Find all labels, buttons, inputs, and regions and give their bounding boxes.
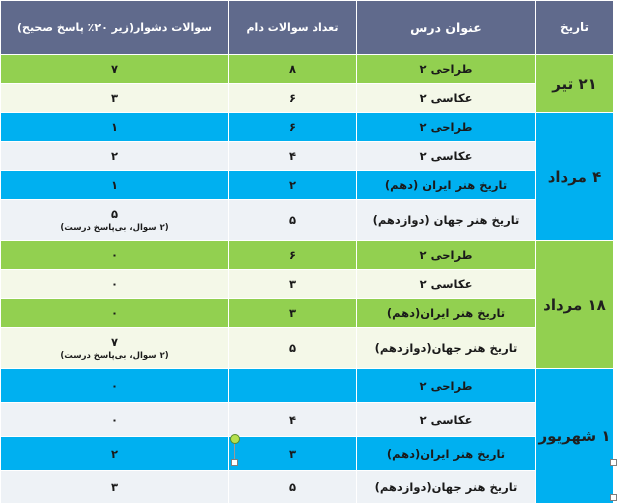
trap-count-cell[interactable] <box>229 200 357 241</box>
course-cell[interactable] <box>357 471 536 504</box>
resize-handle-right-middle[interactable] <box>610 459 617 466</box>
trap-count-cell-value: ۳ <box>288 277 297 291</box>
hard-count-cell[interactable] <box>1 403 229 437</box>
course-cell-value: تاریخ هنر ایران(دهم) <box>386 306 506 320</box>
trap-count-cell[interactable] <box>229 55 357 84</box>
course-cell-value: عکاسی ۲ <box>419 149 473 163</box>
hard-count-cell[interactable] <box>1 369 229 403</box>
course-cell[interactable] <box>357 270 536 299</box>
trap-count-cell-value: ۵ <box>288 480 297 494</box>
trap-count-cell[interactable] <box>229 241 357 270</box>
hard-count-cell[interactable] <box>1 171 229 200</box>
hard-count-note: (۲ سوال، بی‌پاسخ درست) <box>60 222 169 233</box>
trap-count-cell-value: ۸ <box>288 62 297 76</box>
course-cell-value: تاریخ هنر جهان(دوازدهم) <box>374 480 518 494</box>
course-cell-value: تاریخ هنر جهان (دوازدهم) <box>372 213 520 227</box>
table-row <box>1 299 614 328</box>
trap-count-cell-value: ۳ <box>288 306 297 320</box>
date-cell[interactable]: ۲۱ تیر <box>536 55 614 113</box>
trap-count-cell[interactable] <box>229 84 357 113</box>
hard-count-cell-value: ۷ <box>110 62 119 76</box>
trap-count-cell[interactable] <box>229 142 357 171</box>
course-cell[interactable] <box>357 369 536 403</box>
table-row <box>1 241 614 270</box>
course-cell[interactable] <box>357 171 536 200</box>
course-cell-value: عکاسی ۲ <box>419 91 473 105</box>
course-cell-value: تاریخ هنر جهان(دوازدهم) <box>374 341 518 355</box>
hard-count-cell[interactable] <box>1 299 229 328</box>
table-row <box>1 403 614 437</box>
header-hard-questions[interactable]: سوالات دشوار(زیر ۲۰٪ پاسخ صحیح) <box>1 1 229 55</box>
course-cell-value: عکاسی ۲ <box>419 412 473 427</box>
course-cell-value: طراحی ۲ <box>419 120 473 134</box>
hard-count-cell-value: ۰ <box>110 277 119 291</box>
selection-guide-line <box>234 442 235 460</box>
course-cell[interactable] <box>357 241 536 270</box>
table-row <box>1 369 614 403</box>
date-cell[interactable]: ۱۸ مرداد <box>536 241 614 369</box>
trap-count-cell[interactable] <box>229 437 357 471</box>
trap-count-cell[interactable] <box>229 171 357 200</box>
course-cell-value: طراحی ۲ <box>419 378 473 393</box>
table-body <box>1 55 614 504</box>
hard-count-cell[interactable] <box>1 55 229 84</box>
course-cell[interactable] <box>357 403 536 437</box>
header-trap-questions[interactable]: تعداد سوالات دام <box>229 1 357 55</box>
hard-count-cell-value: ۰ <box>110 412 119 427</box>
hard-count-cell[interactable] <box>1 471 229 504</box>
table-row <box>1 113 614 142</box>
header-row <box>1 1 614 55</box>
hard-count-cell-value: ۲ <box>110 149 119 163</box>
course-cell[interactable] <box>357 142 536 171</box>
hard-count-cell[interactable] <box>1 241 229 270</box>
course-cell-value: عکاسی ۲ <box>419 277 473 291</box>
trap-count-cell-value: ۲ <box>288 178 297 192</box>
hard-count-cell-value: ۰ <box>110 306 119 320</box>
table-row <box>1 270 614 299</box>
table-row <box>1 328 614 369</box>
hard-count-cell-value: ۱ <box>110 120 119 134</box>
hard-count-cell[interactable] <box>1 84 229 113</box>
hard-count-cell-value: ۳ <box>110 480 119 494</box>
course-cell[interactable] <box>357 200 536 241</box>
course-cell-value: طراحی ۲ <box>419 248 473 262</box>
table-row <box>1 142 614 171</box>
trap-count-cell[interactable] <box>229 403 357 437</box>
table-row <box>1 55 614 84</box>
course-cell-value: تاریخ هنر ایران(دهم) <box>386 446 506 461</box>
trap-count-cell-value: ۶ <box>288 248 297 262</box>
trap-count-cell[interactable] <box>229 328 357 369</box>
rotation-handle[interactable] <box>230 434 240 444</box>
hard-count-cell-value: ۰ <box>110 378 119 393</box>
hard-count-cell-value: ۰ <box>110 248 119 262</box>
trap-count-cell-value: ۴ <box>288 412 297 427</box>
trap-count-cell[interactable] <box>229 471 357 504</box>
hard-count-cell-value: ۳ <box>110 91 119 105</box>
trap-count-cell-value: ۵ <box>288 213 297 227</box>
hard-count-cell[interactable] <box>1 142 229 171</box>
trap-count-cell[interactable] <box>229 369 357 403</box>
table-row <box>1 471 614 504</box>
table-row <box>1 437 614 471</box>
hard-count-cell-value: ۷ <box>110 334 119 349</box>
trap-count-cell[interactable] <box>229 299 357 328</box>
trap-count-cell[interactable] <box>229 270 357 299</box>
hard-count-cell-value: ۵ <box>110 206 119 221</box>
course-cell[interactable] <box>357 328 536 369</box>
trap-count-cell-value: ۵ <box>288 341 297 355</box>
hard-count-note: (۲ سوال، بی‌پاسخ درست) <box>60 350 169 361</box>
resize-handle-left[interactable] <box>231 459 238 466</box>
hard-count-cell[interactable] <box>1 113 229 142</box>
hard-count-cell[interactable] <box>1 270 229 299</box>
header-course[interactable]: عنوان درس <box>357 1 536 55</box>
hard-count-cell-value: ۲ <box>110 446 119 461</box>
hard-count-cell-value: ۱ <box>110 178 119 192</box>
date-cell[interactable]: ۱ شهریور <box>536 369 614 504</box>
trap-count-cell-value: ۶ <box>288 91 297 105</box>
table-row <box>1 84 614 113</box>
date-cell[interactable]: ۴ مرداد <box>536 113 614 241</box>
course-cell[interactable] <box>357 55 536 84</box>
table-row <box>1 200 614 241</box>
trap-count-cell-value: ۶ <box>288 120 297 134</box>
course-cell[interactable] <box>357 113 536 142</box>
header-date[interactable]: تاریخ <box>536 1 614 55</box>
course-cell-value: طراحی ۲ <box>419 62 473 76</box>
trap-count-cell[interactable] <box>229 113 357 142</box>
course-cell[interactable] <box>357 299 536 328</box>
resize-handle-bottom-right[interactable] <box>610 494 617 501</box>
trap-count-cell-value: ۳ <box>288 446 297 461</box>
course-cell[interactable] <box>357 84 536 113</box>
table-row <box>1 171 614 200</box>
trap-count-cell-value: ۴ <box>288 149 297 163</box>
hard-count-cell[interactable] <box>1 328 229 369</box>
hard-count-cell[interactable] <box>1 200 229 241</box>
course-cell[interactable] <box>357 437 536 471</box>
course-cell-value: تاریخ هنر ایران (دهم) <box>384 178 508 192</box>
hard-count-cell[interactable] <box>1 437 229 471</box>
